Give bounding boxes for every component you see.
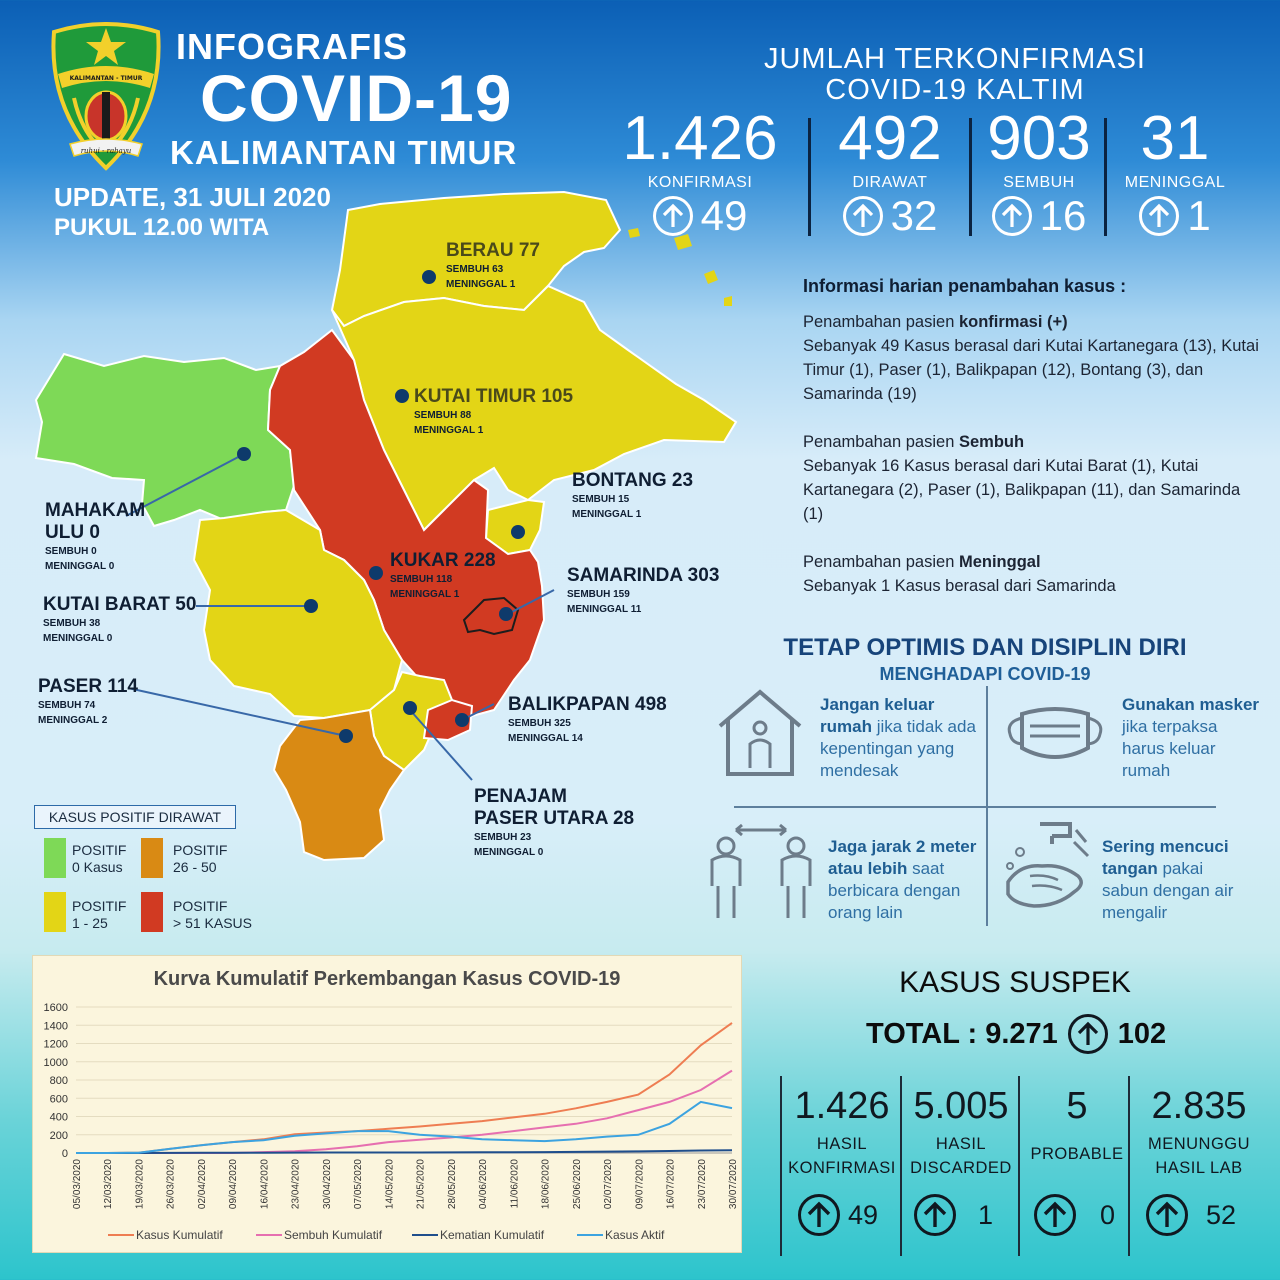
island: [704, 270, 718, 284]
suspek-increase: 1: [914, 1194, 993, 1236]
stat-dirawat: [815, 104, 965, 238]
stat-increase: 32: [890, 192, 938, 239]
mask-icon: [1002, 700, 1108, 775]
stat-label: KONFIRMASI: [647, 174, 753, 191]
x-tick-label: 04/06/2020: [478, 1159, 490, 1210]
stat-label: DIRAWAT: [852, 174, 928, 191]
label-mahakam-ulu: MAHAKAM ULU 0 SEMBUH 0 MENINGGAL 0: [45, 500, 146, 572]
stat-value: 1.426: [622, 104, 778, 173]
x-tick-label: 16/07/2020: [665, 1159, 677, 1210]
stat-meninggal: [1110, 104, 1240, 238]
info-meninggal: Penambahan pasien Meninggal Sebanyak 1 Kasus berasal dari Samarinda: [803, 553, 1116, 595]
dot-bontang: [511, 525, 525, 539]
tip-stay-home: Jangan keluar rumah jika tidak ada kepentingan yang mendesak: [820, 695, 976, 780]
home-icon: [714, 688, 806, 783]
y-tick-label: 1200: [43, 1038, 68, 1051]
legend-label: Kasus Kumulatif: [136, 1228, 223, 1242]
legend-label: POSITIF 1 - 25: [72, 898, 127, 931]
legend-swatch-red: [141, 892, 163, 932]
legend-swatch-yellow: [44, 892, 66, 932]
x-tick-label: 09/07/2020: [634, 1159, 646, 1210]
suspek-menunggu: 2.835 MENUNGGU HASIL LAB: [1147, 1085, 1251, 1177]
island: [674, 234, 692, 250]
x-tick-label: 26/03/2020: [165, 1159, 177, 1210]
x-tick-label: 16/04/2020: [259, 1159, 271, 1210]
island: [628, 228, 640, 238]
suspek-total: TOTAL : 9.271 102: [866, 1014, 1166, 1054]
title-infografis: INFOGRAFIS: [176, 26, 408, 67]
y-tick-label: 800: [49, 1075, 68, 1087]
tips-title: TETAP OPTIMIS DAN DISIPLIN DIRI: [783, 634, 1187, 661]
y-tick-label: 1400: [43, 1020, 68, 1033]
dot-samarinda: [499, 607, 513, 621]
suspek-divider: [1018, 1076, 1020, 1256]
stat-divider: [1104, 118, 1107, 236]
suspek-increase: 0: [1034, 1194, 1115, 1236]
suspek-konfirmasi: 1.426 HASIL KONFIRMASI: [788, 1085, 896, 1177]
legend-label: POSITIF 26 - 50: [173, 842, 228, 875]
x-tick-label: 18/06/2020: [540, 1159, 552, 1210]
suspek-probable: 5 PROBABLE: [1030, 1085, 1124, 1163]
legend-label: Sembuh Kumulatif: [284, 1228, 383, 1242]
x-tick-label: 11/06/2020: [509, 1159, 521, 1209]
legend-title: KASUS POSITIF DIRAWAT: [34, 805, 236, 829]
y-tick-label: 200: [49, 1129, 68, 1142]
stat-value: 492: [838, 104, 942, 173]
label-kutai-timur: KUTAI TIMUR 105 SEMBUH 88 MENINGGAL 1: [414, 386, 574, 436]
y-tick-label: 1000: [43, 1056, 68, 1069]
stat-divider: [808, 118, 811, 236]
x-tick-label: 02/07/2020: [603, 1159, 615, 1210]
arrow-up-icon: [1034, 1194, 1076, 1236]
y-tick-label: 400: [49, 1111, 68, 1124]
x-tick-label: 05/03/2020: [72, 1159, 83, 1210]
stat-label: MENINGGAL: [1124, 174, 1226, 191]
x-tick-label: 23/04/2020: [290, 1159, 302, 1210]
arrow-up-icon: [914, 1194, 956, 1236]
arrow-up-icon: [798, 1194, 840, 1236]
legend-label: POSITIF 0 Kasus: [72, 842, 127, 875]
arrow-up-icon: [1068, 1014, 1108, 1054]
tip-wash-hands: Sering mencuci tangan pakai sabun dengan air mengalir: [1102, 837, 1234, 922]
y-tick-label: 0: [61, 1148, 68, 1160]
tip-distance: Jaga jarak 2 meter atau lebih saat berbicara dengan orang lain: [828, 837, 977, 922]
y-tick-label: 1600: [43, 1002, 68, 1014]
svg-text:ruhui - rahayu: ruhui - rahayu: [80, 147, 132, 155]
info-konfirmasi: Penambahan pasien konfirmasi (+) Sebanyak 49 Kasus berasal dari Kutai Kartanegara (13), Kutai Timur (1), Paser (1), Balikpapan (12), Bontang (3), dan Samarinda (19): [803, 313, 1259, 403]
stat-value: 31: [1140, 104, 1210, 173]
suspek-divider: [1128, 1076, 1130, 1256]
title-region: KALIMANTAN TIMUR: [170, 134, 518, 171]
tips-divider-h: [734, 806, 1216, 808]
dot-ppu: [403, 701, 417, 715]
info-heading: Informasi harian penambahan kasus :: [803, 276, 1127, 296]
label-paser: PASER 114 SEMBUH 74 MENINGGAL 2: [38, 676, 138, 726]
x-tick-label: 12/03/2020: [103, 1159, 115, 1210]
x-tick-label: 25/06/2020: [571, 1159, 583, 1210]
x-tick-label: 09/04/2020: [228, 1159, 240, 1210]
y-tick-label: 600: [49, 1093, 68, 1106]
suspek-divider: [780, 1076, 782, 1256]
tips-subtitle: MENGHADAPI COVID-19: [879, 664, 1091, 684]
x-tick-label: 19/03/2020: [134, 1159, 146, 1210]
legend-label: POSITIF > 51 KASUS: [173, 898, 252, 931]
label-berau: BERAU 77 SEMBUH 63 MENINGGAL 1: [446, 240, 540, 290]
x-tick-label: 21/05/2020: [415, 1159, 427, 1210]
stat-increase: 1: [1187, 192, 1211, 239]
suspek-increase: 49: [798, 1194, 878, 1236]
stat-label: SEMBUH: [1003, 174, 1075, 191]
title-covid: COVID-19: [200, 61, 513, 135]
label-ppu: PENAJAM PASER UTARA 28 SEMBUH 23 MENINGGAL 0: [474, 786, 635, 858]
label-kutai-barat: KUTAI BARAT 50 SEMBUH 38 MENINGGAL 0: [43, 594, 197, 644]
info-sembuh: Penambahan pasien Sembuh Sebanyak 16 Kasus berasal dari Kutai Barat (1), Kutai Kartanegara (2), Paser (1), Balikpapan (11), dan Samarinda (1): [803, 433, 1241, 523]
stat-sembuh: [972, 104, 1106, 238]
label-samarinda: SAMARINDA 303 SEMBUH 159 MENINGGAL 11: [567, 565, 720, 615]
suspek-increase: 52: [1146, 1194, 1236, 1236]
dot-mahakam-ulu: [237, 447, 251, 461]
x-tick-label: 07/05/2020: [353, 1159, 365, 1210]
stat-increase: 16: [1039, 192, 1087, 239]
suspek-divider: [900, 1076, 902, 1256]
legend-label: Kematian Kumulatif: [440, 1228, 545, 1242]
label-kukar: KUKAR 228 SEMBUH 118 MENINGGAL 1: [390, 550, 496, 600]
dot-balikpapan: [455, 713, 469, 727]
dot-paser: [339, 729, 353, 743]
legend-swatch-green: [44, 838, 66, 878]
svg-text:KALIMANTAN - TIMUR: KALIMANTAN - TIMUR: [69, 75, 143, 82]
dot-berau: [422, 270, 436, 284]
x-tick-label: 23/07/2020: [696, 1159, 708, 1210]
x-tick-label: 30/07/2020: [728, 1159, 739, 1210]
dot-kutai-barat: [304, 599, 318, 613]
arrow-up-icon: [843, 196, 883, 236]
tip-mask: Gunakan masker jika terpaksa harus keluar rumah: [1122, 695, 1260, 780]
cumulative-chart: [32, 955, 742, 1253]
stat-value: 903: [987, 104, 1091, 173]
arrow-up-icon: [992, 196, 1032, 236]
dot-kukar: [369, 566, 383, 580]
legend-label: Kasus Aktif: [605, 1228, 665, 1242]
update-time: PUKUL 12.00 WITA: [54, 214, 270, 241]
series-line: [76, 1071, 732, 1153]
x-tick-label: 30/04/2020: [321, 1159, 333, 1210]
arrow-up-icon: [1146, 1194, 1188, 1236]
suspek-total-increase: 102: [1117, 1017, 1167, 1050]
x-tick-label: 28/05/2020: [446, 1159, 458, 1210]
island: [724, 296, 732, 306]
update-date: UPDATE, 31 JULI 2020: [54, 182, 331, 212]
distance-icon: [706, 822, 816, 927]
stat-increase: 49: [700, 192, 748, 239]
confirmed-title: JUMLAH TERKONFIRMASI COVID-19 KALTIM: [763, 43, 1146, 106]
arrow-up-icon: [1139, 196, 1179, 236]
x-tick-label: 14/05/2020: [384, 1159, 396, 1210]
suspek-discarded: 5.005 HASIL DISCARDED: [910, 1085, 1012, 1177]
dot-kutai-timur: [395, 389, 409, 403]
handwash-icon: [1000, 820, 1096, 917]
x-tick-label: 02/04/2020: [196, 1159, 208, 1210]
label-balikpapan: BALIKPAPAN 498 SEMBUH 325 MENINGGAL 14: [508, 694, 667, 744]
chart-title: Kurva Kumulatif Perkembangan Kasus COVID-19: [153, 968, 621, 990]
label-bontang: BONTANG 23 SEMBUH 15 MENINGGAL 1: [572, 470, 694, 520]
legend-swatch-orange: [141, 838, 163, 878]
kaltim-logo: [44, 22, 168, 172]
suspek-title: KASUS SUSPEK: [899, 966, 1131, 999]
